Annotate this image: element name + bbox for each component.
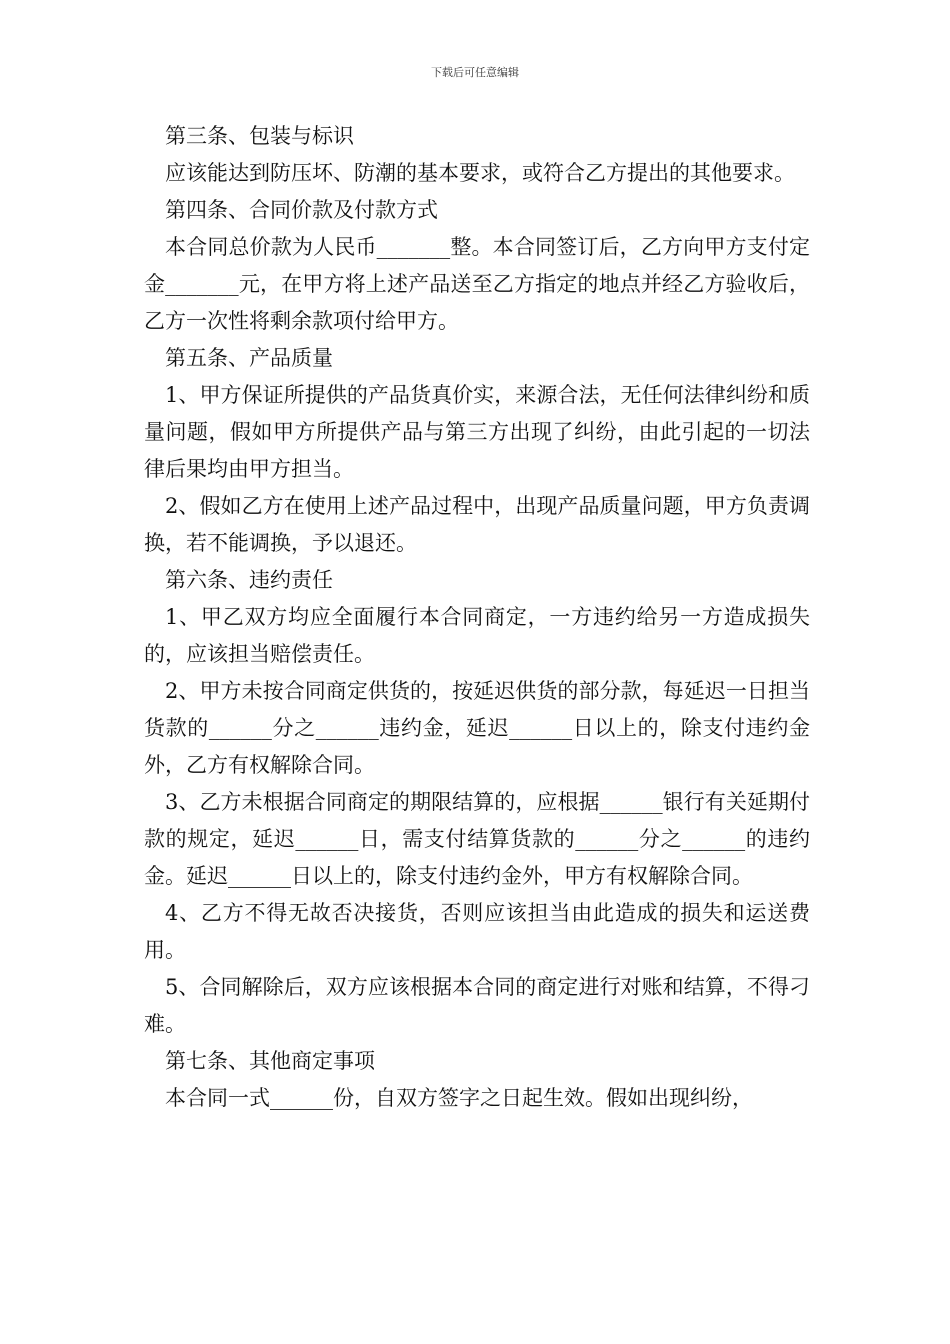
section-heading-liability: 第六条、违约责任 — [165, 568, 333, 592]
section-heading-price-payment: 第四条、合同价款及付款方式 — [165, 198, 438, 222]
paragraph-quality-1: 1、甲方保证所提供的产品货真价实，来源合法，无任何法律纠纷和质量问题，假如甲方所提供产品与第三方出现了纠纷，由此引起的一切法律后果均由甲方担当。 — [144, 383, 810, 481]
section-heading-quality: 第五条、产品质量 — [165, 346, 333, 370]
paragraph-price-payment: 本合同总价款为人民币_______整。本合同签订后，乙方向甲方支付定金_______元，在甲方将上述产品送至乙方指定的地点并经乙方验收后，乙方一次性将剩余款项付给甲方。 — [144, 235, 810, 333]
paragraph-liability-3: 3、乙方未根据合同商定的期限结算的，应根据______银行有关延期付款的规定，延迟______日，需支付结算货款的______分之______的违约金。延迟______日以上的，除支付违约金外，甲方有权解除合同。 — [144, 790, 810, 888]
paragraph-liability-5: 5、合同解除后，双方应该根据本合同的商定进行对账和结算，不得刁难。 — [144, 975, 810, 1036]
paragraph-liability-2: 2、甲方未按合同商定供货的，按延迟供货的部分款，每延迟一日担当货款的______分之______违约金，延迟______日以上的，除支付违约金外，乙方有权解除合同。 — [144, 679, 810, 777]
paragraph-quality-2: 2、假如乙方在使用上述产品过程中，出现产品质量问题，甲方负责调换，若不能调换，予以退还。 — [144, 494, 810, 555]
paragraph-liability-1: 1、甲乙双方均应全面履行本合同商定，一方违约给另一方造成损失的，应该担当赔偿责任。 — [144, 605, 810, 666]
section-heading-packaging: 第三条、包装与标识 — [165, 124, 354, 148]
paragraph-liability-4: 4、乙方不得无故否决接货，否则应该担当由此造成的损失和运送费用。 — [144, 901, 810, 962]
paragraph-packaging-requirements: 应该能达到防压坏、防潮的基本要求，或符合乙方提出的其他要求。 — [165, 161, 795, 185]
paragraph-other-terms: 本合同一式______份，自双方签字之日起生效。假如出现纠纷， — [165, 1086, 753, 1110]
page-header: 下载后可任意编辑 — [431, 66, 519, 79]
section-heading-other-terms: 第七条、其他商定事项 — [165, 1049, 375, 1073]
document-body — [144, 118, 810, 1117]
